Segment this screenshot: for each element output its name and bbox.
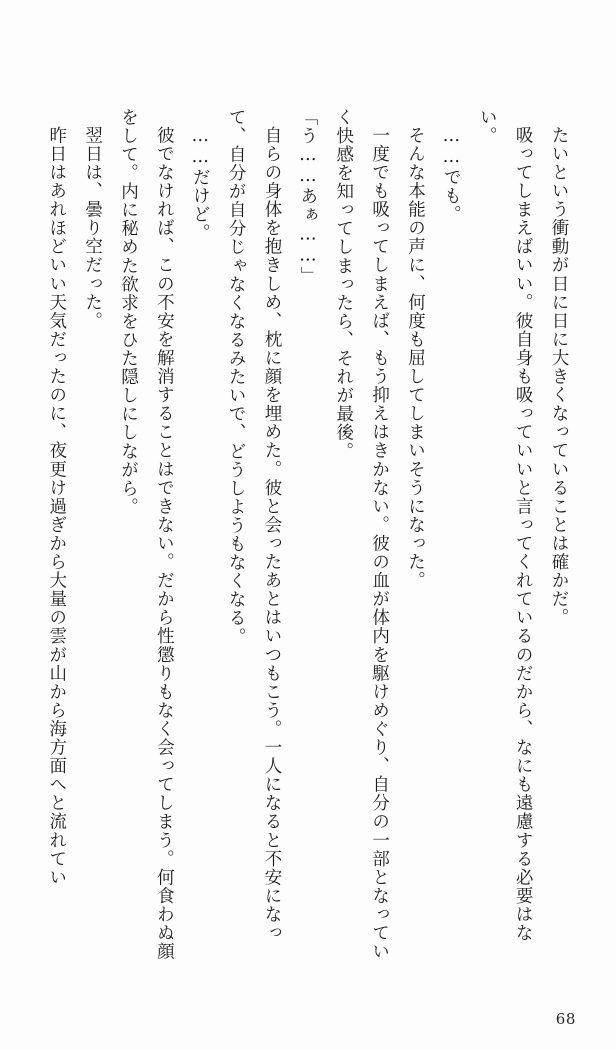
paragraph-line: 昨日はあれほどいい天気だったのに、夜更け過ぎから大量の雲が山から海方面へと流れてい: [46, 125, 67, 887]
paragraph-line: 自らの身体を抱きしめ、枕に顔を埋めた。彼と会ったあとはいつもこう。一人になると不安になって、自分が自分じゃなくなるみたいで、どうしようもなくなる。: [226, 108, 282, 942]
paragraph-line: 「う……あぁ……」: [297, 108, 318, 285]
paragraph-line: ……でも。: [441, 125, 462, 224]
page-number: 68: [555, 1010, 576, 1028]
paragraph-line: ……だけど。: [190, 125, 211, 242]
page-body-text: [46, 108, 576, 968]
paragraph-line: 彼でなければ、この不安を解消することはできない。だから性懲りもなく会ってしまう。何食わぬ顔をして。内に秘めた欲求をひた隠しにしながら。: [118, 108, 175, 961]
paragraph-line: 一度でも吸ってしまえば、もう抑えはきかない。彼の血が体内を駆けめぐり、自分の一部となっていく快感を知ってしまったら、それが最後。: [333, 108, 390, 961]
paragraph-line: たいという衝動が日に日に大きくなっていることは確かだ。: [549, 125, 569, 627]
paragraph-line: そんな本能の声に、何度も屈してしまいそうになった。: [405, 125, 426, 590]
paragraph-line: 翌日は、曇り空だった。: [82, 125, 103, 330]
paragraph-line: 吸ってしまえばいい。彼自身も吸っていいと言ってくれているのだから、なにも遠慮する必要はない。: [477, 108, 534, 942]
